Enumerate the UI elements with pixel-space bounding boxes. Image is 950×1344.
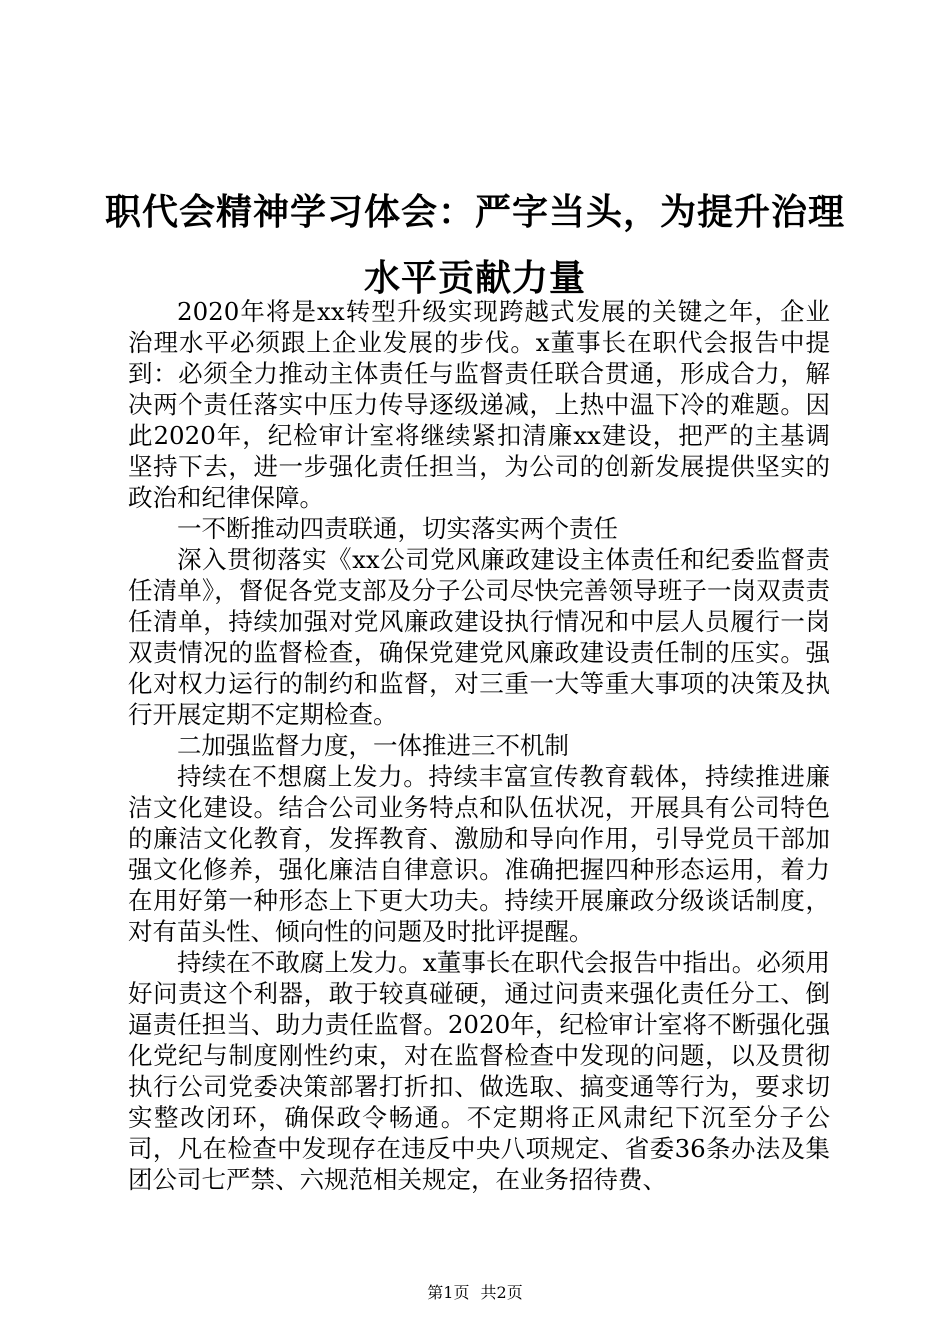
page-footer <box>0 1283 950 1303</box>
section-heading-1: 一不断推动四责联通，切实落实两个责任 <box>177 514 618 543</box>
section-heading-2: 二加强监督力度，一体推进三不机制 <box>177 731 569 760</box>
paragraph-bu-gan-fu: 持续在不敢腐上发力。x董事长在职代会报告中指出。必须用好问责这个利器，敢于较真碰硬，通过问责来强化责任分工、倒逼责任担当、助力责任监督。2020年，纪检审计室将不断强化强化党纪与制度刚性约束，对在监督检查中发现的问题，以及贯彻执行公司党委决策部署打折扣、做选取、搞变通等行为，要求切实整改闭环，确保政令畅通。不定期将正风肃纪下沉至分子公司，凡在检查中发现存在违反中央八项规定、省委36条办法及集团公司七严禁、六规范相关规定，在业务招待费、 <box>128 948 830 1194</box>
document-title-line-1: 职代会精神学习体会：严字当头，为提升治理 <box>104 191 845 233</box>
paragraph-section-1: 深入贯彻落实《xx公司党风廉政建设主体责任和纪委监督责任清单》，督促各党支部及分子公司尽快完善领导班子一岗双责责任清单，持续加强对党风廉政建设执行情况和中层人员履行一岗双责情况的监督检查，确保党建党风廉政建设责任制的压实。强化对权力运行的制约和监督，对三重一大等重大事项的决策及执行开展定期不定期检查。 <box>128 545 830 729</box>
paragraph-bu-xiang-fu: 持续在不想腐上发力。持续丰富宣传教育载体，持续推进廉洁文化建设。结合公司业务特点和队伍状况，开展具有公司特色的廉洁文化教育，发挥教育、激励和导向作用，引导党员干部加强文化修养，强化廉洁自律意识。准确把握四种形态运用，着力在用好第一种形态上下更大功夫。持续开展廉政分级谈话制度，对有苗头性、倾向性的问题及时批评提醒。 <box>128 762 830 946</box>
document-title-line-2: 水平贡献力量 <box>363 257 586 299</box>
paragraph-intro: 2020年将是xx转型升级实现跨越式发展的关键之年，企业治理水平必须跟上企业发展的步伐。x董事长在职代会报告中提到：必须全力推动主体责任与监督责任联合贯通，形成合力，解决两个责任落实中压力传导逐级递减，上热中温下冷的难题。因此2020年，纪检审计室将继续紧扣清廉xx建设，把严的主基调坚持下去，进一步强化责任担当，为公司的创新发展提供坚实的政治和纪律保障。 <box>128 297 830 512</box>
page-number-total: 共2页 <box>480 1283 523 1302</box>
document-body <box>128 296 830 1195</box>
page-number-current: 第1页 <box>427 1283 470 1302</box>
